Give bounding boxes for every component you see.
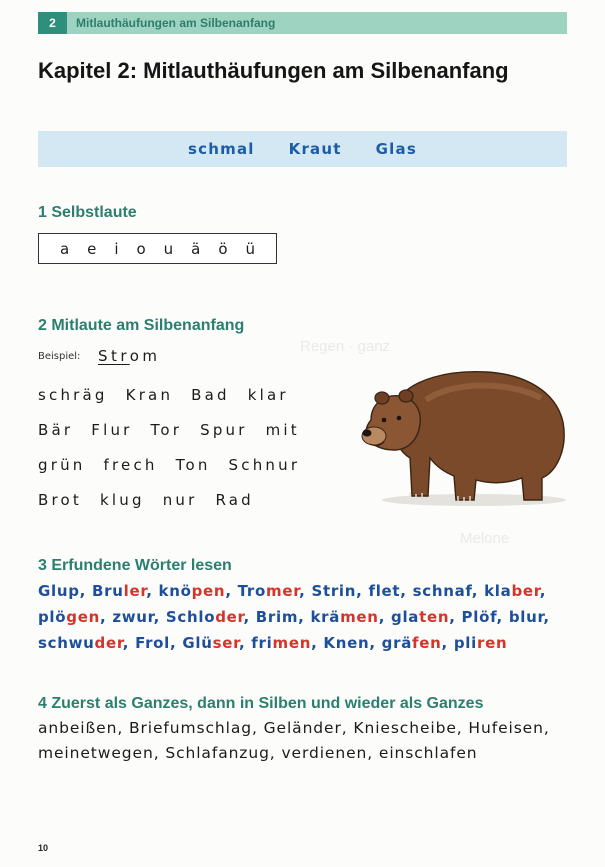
- syllable-red: mer: [266, 582, 300, 600]
- syllable-red: ten: [419, 608, 450, 626]
- section-heading-syllables: 4 Zuerst als Ganzes, dann in Silben und wieder als Ganzes: [38, 695, 484, 712]
- vowel: ü: [245, 239, 255, 258]
- syllable-blue: , pli: [441, 634, 477, 652]
- word-list-line: anbeißen, Briefumschlag, Geländer, Kniescheibe, Hufeisen,: [38, 719, 550, 737]
- syllable-red: ren: [476, 634, 508, 652]
- bear-eye: [397, 416, 402, 421]
- banner-word: Glas: [375, 140, 417, 158]
- word-row: [38, 491, 272, 509]
- vowel: i: [114, 239, 119, 258]
- syllable-blue: , Brim, krä: [243, 608, 341, 626]
- invented-words-line: [38, 634, 507, 652]
- banner-word: Kraut: [288, 140, 342, 158]
- bear-eye: [382, 418, 387, 423]
- syllable-red: ser: [212, 634, 239, 652]
- syllable-blue: , Strin, flet, schnaf, kla: [299, 582, 512, 600]
- bear-ear: [375, 392, 389, 404]
- syllable-red: fen: [412, 634, 442, 652]
- word: klar: [247, 386, 289, 404]
- word: klug: [100, 491, 145, 509]
- vowel: e: [87, 239, 97, 258]
- header-title: Mitlauthäufungen am Silbenanfang: [76, 16, 276, 30]
- chapter-header-bar: [38, 12, 567, 34]
- syllable-blue: , zwur, Schlo: [100, 608, 216, 626]
- vowel: ä: [191, 239, 201, 258]
- vowel: u: [163, 239, 174, 258]
- invented-words-line: [38, 608, 550, 626]
- page-title-main: Mitlauthäufungen am Silbenanfang: [143, 58, 509, 83]
- syllable-red: men: [272, 634, 312, 652]
- syllable-blue: , Frol, Glü: [122, 634, 213, 652]
- word-row: [38, 456, 318, 474]
- word: mit: [265, 421, 300, 439]
- syllable-blue: , knö: [146, 582, 192, 600]
- word: frech: [103, 456, 158, 474]
- banner-word: schmal: [188, 140, 255, 158]
- syllable-blue: Bru: [92, 582, 124, 600]
- syllable-red: ler: [123, 582, 147, 600]
- syllable-red: ber: [511, 582, 540, 600]
- vowel: ö: [218, 239, 228, 258]
- syllable-red: der: [215, 608, 244, 626]
- word: Flur: [91, 421, 133, 439]
- syllable-blue: plö: [38, 608, 67, 626]
- banner-word-strip: [38, 131, 567, 167]
- page-title-prefix: Kapitel 2:: [38, 58, 144, 83]
- word: Tor: [150, 421, 183, 439]
- word: grün: [38, 456, 86, 474]
- syllable-blue: ,: [539, 582, 547, 600]
- syllable-blue: Glup,: [38, 582, 92, 600]
- word: schräg: [38, 386, 108, 404]
- section-heading-vowels: 1 Selbstlaute: [38, 204, 137, 221]
- vowel: a: [59, 239, 70, 258]
- word: Brot: [38, 491, 82, 509]
- word-list-line: meinetwegen, Schlafanzug, verdienen, einschlafen: [38, 744, 478, 762]
- syllable-red: men: [340, 608, 379, 626]
- syllable-blue: , Plöf, blur,: [449, 608, 550, 626]
- word: Rad: [215, 491, 254, 509]
- example-label: Beispiel:: [38, 351, 81, 362]
- vowel-box: [38, 233, 277, 264]
- bear-ear: [399, 390, 413, 402]
- section-heading-invented-words: 3 Erfundene Wörter lesen: [38, 557, 232, 574]
- page-title: [38, 58, 509, 84]
- example-underlined-part: Str: [98, 347, 130, 365]
- syllable-blue: , fri: [238, 634, 273, 652]
- word: Schnur: [228, 456, 301, 474]
- chapter-number-badge: 2: [38, 12, 67, 34]
- syllable-red: pen: [191, 582, 226, 600]
- page-number: 10: [38, 843, 49, 853]
- word: Kran: [125, 386, 174, 404]
- syllable-blue: schwu: [38, 634, 95, 652]
- word: nur: [162, 491, 198, 509]
- word-row: [38, 421, 318, 439]
- syllable-blue: , gla: [378, 608, 420, 626]
- word-row: [38, 386, 307, 404]
- bear-nose: [363, 430, 372, 437]
- syllable-red: der: [94, 634, 123, 652]
- vowel: o: [136, 239, 146, 258]
- word: Bad: [191, 386, 230, 404]
- word: Ton: [175, 456, 211, 474]
- bear-illustration: [356, 360, 571, 510]
- syllable-blue: , Knen, grä: [311, 634, 413, 652]
- section-heading-consonants: 2 Mitlaute am Silbenanfang: [38, 317, 245, 334]
- example-rest: om: [129, 347, 161, 365]
- bear-body: [392, 372, 564, 500]
- syllable-blue: , Tro: [225, 582, 267, 600]
- word: Spur: [200, 421, 248, 439]
- syllable-red: gen: [66, 608, 100, 626]
- example-word: [98, 347, 161, 365]
- invented-words-line: [38, 582, 546, 600]
- word: Bär: [38, 421, 74, 439]
